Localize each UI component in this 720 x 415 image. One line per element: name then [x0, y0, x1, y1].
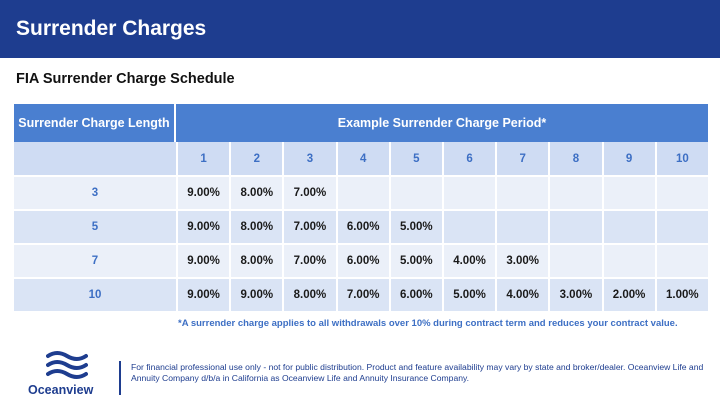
waves-icon: [46, 350, 88, 380]
charge-cell: [336, 175, 389, 209]
table-row: [14, 243, 708, 277]
length-column-header: Surrender Charge Length: [14, 104, 176, 142]
table-row: [14, 175, 708, 209]
charge-cell: 7.00%: [336, 277, 389, 311]
charge-cell: 2.00%: [602, 277, 655, 311]
period-number: 3: [282, 142, 335, 175]
period-number: 10: [655, 142, 708, 175]
period-number: 1: [176, 142, 229, 175]
period-number-row: [14, 142, 708, 175]
charge-cell: 8.00%: [229, 209, 282, 243]
charge-cell: [602, 175, 655, 209]
charge-cell: 9.00%: [229, 277, 282, 311]
charge-cell: [442, 209, 495, 243]
charge-cell: 7.00%: [282, 175, 335, 209]
charge-length: 5: [14, 209, 176, 243]
charge-cell: 5.00%: [442, 277, 495, 311]
table-header-row: [14, 104, 708, 142]
charge-cell: 9.00%: [176, 209, 229, 243]
charge-cell: [602, 209, 655, 243]
header-bar: [0, 0, 720, 58]
period-number: 9: [602, 142, 655, 175]
charge-cell: [495, 175, 548, 209]
charge-cell: 4.00%: [442, 243, 495, 277]
disclaimer-text: For financial professional use only - not for public distribution. Product and feature availability may vary by state and broker/dealer. Oceanview Life and Annuity Company d/b/a in California as Oceanview Life and Annuity Insurance Company.: [131, 362, 704, 383]
charge-cell: [602, 243, 655, 277]
schedule-title: FIA Surrender Charge Schedule: [16, 71, 235, 87]
charge-cell: [655, 209, 708, 243]
charge-cell: [655, 175, 708, 209]
charge-cell: [389, 175, 442, 209]
charge-cell: [548, 209, 601, 243]
charge-cell: 6.00%: [336, 243, 389, 277]
charge-cell: 3.00%: [495, 243, 548, 277]
charge-cell: 1.00%: [655, 277, 708, 311]
charge-cell: [548, 243, 601, 277]
charge-cell: 7.00%: [282, 209, 335, 243]
charge-cell: 5.00%: [389, 209, 442, 243]
charge-cell: 6.00%: [389, 277, 442, 311]
charge-cell: 9.00%: [176, 277, 229, 311]
charge-length: 3: [14, 175, 176, 209]
charge-cell: 6.00%: [336, 209, 389, 243]
surrender-charge-table: [14, 104, 708, 311]
period-number: 8: [548, 142, 601, 175]
charge-cell: 9.00%: [176, 243, 229, 277]
charge-cell: 3.00%: [548, 277, 601, 311]
footnote: *A surrender charge applies to all withdrawals over 10% during contract term and reduces your contract value.: [178, 318, 678, 329]
charge-cell: 4.00%: [495, 277, 548, 311]
period-number: 6: [442, 142, 495, 175]
charge-length: 10: [14, 277, 176, 311]
charge-cell: [655, 243, 708, 277]
charge-cell: [548, 175, 601, 209]
table-row: [14, 209, 708, 243]
footer-divider: [119, 361, 121, 395]
table-row: [14, 277, 708, 311]
charge-cell: [495, 209, 548, 243]
charge-cell: 5.00%: [389, 243, 442, 277]
period-number: 7: [495, 142, 548, 175]
period-column-header: Example Surrender Charge Period*: [176, 104, 708, 142]
page-title: Surrender Charges: [16, 17, 207, 40]
period-number: 2: [229, 142, 282, 175]
charge-length: 7: [14, 243, 176, 277]
charge-cell: 8.00%: [229, 175, 282, 209]
charge-cell: 8.00%: [229, 243, 282, 277]
charge-cell: 9.00%: [176, 175, 229, 209]
charge-cell: 8.00%: [282, 277, 335, 311]
charge-cell: 7.00%: [282, 243, 335, 277]
period-number: 4: [336, 142, 389, 175]
oceanview-logo: [28, 350, 108, 400]
charge-cell: [442, 175, 495, 209]
period-number: 5: [389, 142, 442, 175]
logo-wordmark: Oceanview: [28, 383, 94, 397]
period-number-blank: [14, 142, 176, 175]
